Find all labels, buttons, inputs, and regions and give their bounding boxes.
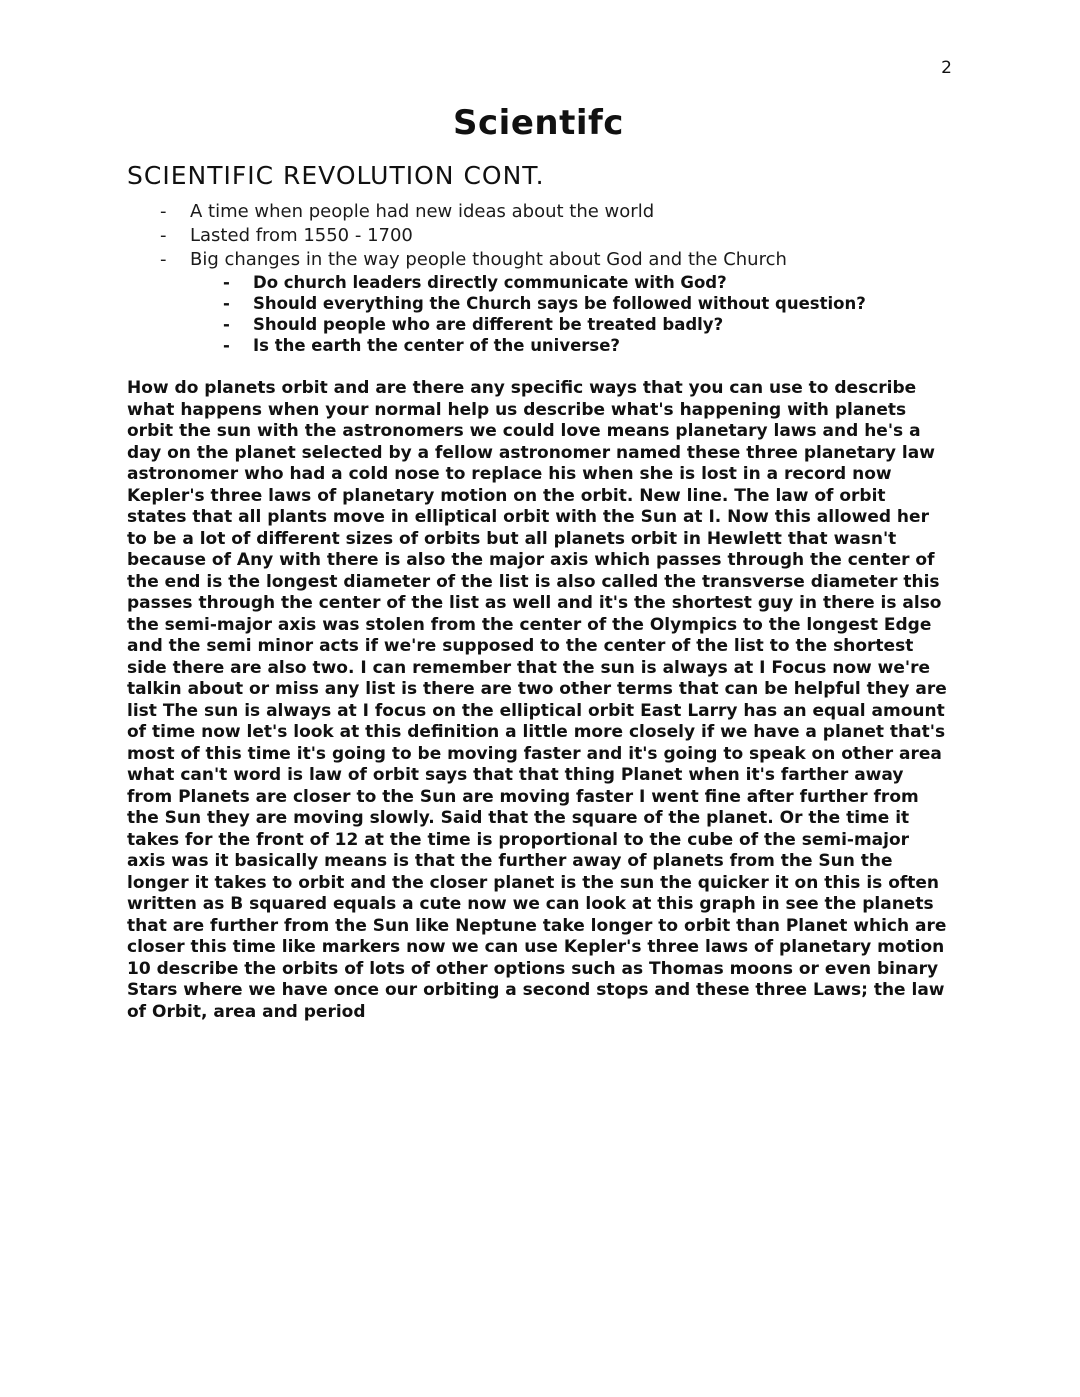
document-title: Scientifc xyxy=(453,103,624,143)
page-number: 2 xyxy=(941,58,952,78)
sub-bullet-text: Should everything the Church says be followed without question? xyxy=(253,294,866,313)
dash-marker: - xyxy=(160,225,167,246)
bullet-text: Lasted from 1550 - 1700 xyxy=(190,225,413,246)
body-paragraph: How do planets orbit and are there any specific ways that you can use to describe what happens when your normal help us describe what's happening with planets orbit the sun with the astronomers we could love means planetary laws and he's a day on the planet selected by a fellow astronomer named these three planetary law astronomer who had a cold nose to replace his when she is lost in a record now Kepler's three laws of planetary motion on the orbit. New line. The law of orbit states that all plants move in elliptical orbit with the Sun at I. Now this allowed her to be a lot of different sizes of orbits but all planets orbit in Hewlett that wasn't because of Any with there is also the major axis which passes through the center of the end is the longest diameter of the list is also called the transverse diameter this passes through the center of the list as well and it's the shortest guy in there is also the semi-major axis was stolen from the center of the Olympics to the longest Edge and the semi minor acts if we're supposed to the center of the list to the shortest side there are also two. I can remember that the sun is always at I Focus now we're talkin about or miss any list is there are two other terms that can be helpful they are list The sun is always at I focus on the elliptical orbit East Larry has an equal amount of time now let's look at this definition a little more closely if we have a planet that's most of this time it's going to be moving faster and it's going to speak on other area what can't word is law of orbit says that that thing Planet when it's farther away from Planets are closer to the Sun are moving faster I went fine after further from the Sun they are moving slowly. Said that the square of the planet. Or the time it takes for the front of 12 at the time is proportional to the cube of the semi-major axis was it basically means is that the further away of planets from the Sun the longer it takes to orbit and the closer planet is the sun the quicker it on this is often written as B squared equals a cute now we can look at this graph in see the planets that are further from the Sun like Neptune take longer to orbit than Planet which are closer this time like markers now we can use Kepler's three laws of planetary motion 10 describe the orbits of lots of other options such as Thomas moons or even binary Stars where we have once our orbiting a second stops and these three Laws; the law of Orbit, area and period xyxy=(127,378,947,1022)
bullet-item xyxy=(127,224,950,248)
sub-bullet-item xyxy=(127,272,950,293)
dash-marker: - xyxy=(160,201,167,222)
dash-marker: - xyxy=(223,336,230,355)
bullet-item xyxy=(127,248,950,272)
sub-bullet-text: Is the earth the center of the universe? xyxy=(253,336,621,355)
sub-bullet-text: Do church leaders directly communicate with God? xyxy=(253,273,727,292)
sub-bullet-text: Should people who are different be treated badly? xyxy=(253,315,724,334)
dash-marker: - xyxy=(160,249,167,270)
bullet-list xyxy=(127,200,950,356)
section-heading: SCIENTIFIC REVOLUTION CONT. xyxy=(127,161,545,190)
sub-bullet-item xyxy=(127,314,950,335)
bullet-text: Big changes in the way people thought about God and the Church xyxy=(190,249,787,270)
dash-marker: - xyxy=(223,294,230,313)
sub-bullet-item xyxy=(127,293,950,314)
bullet-text: A time when people had new ideas about the world xyxy=(190,201,655,222)
sub-bullet-item xyxy=(127,335,950,356)
dash-marker: - xyxy=(223,273,230,292)
bullet-item xyxy=(127,200,950,224)
dash-marker: - xyxy=(223,315,230,334)
